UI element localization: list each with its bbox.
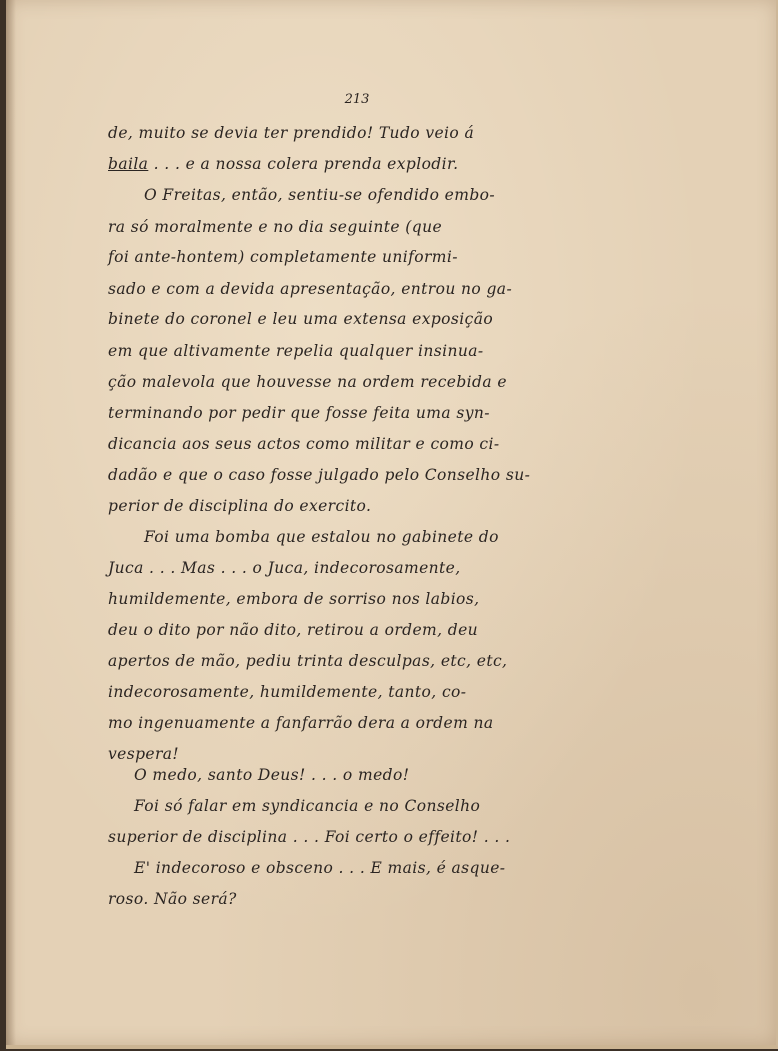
text-line-17: deu o dito por não dito, retirou a ordem, deu [108,621,479,639]
text-line-2: baila . . . e a nossa colera prenda explodir. [108,155,459,173]
text-line-4: ra só moralmente e no dia seguinte (que [108,218,443,236]
text-line-1: de, muito se devia ter prendido! Tudo veio á [108,124,475,142]
text-line-20: mo ingenuamente a fanfarrão dera a ordem na [108,714,494,732]
text-line-19: indecorosamente, humildemente, tanto, co- [108,683,467,701]
text-line-6: sado e com a devida apresentação, entrou no ga- [108,280,513,298]
text-line-3: O Freitas, então, sentiu-se ofendido embo- [144,186,496,204]
text-line-23: Foi só falar em syndicancia e no Conselho [134,797,481,815]
text-line-5: foi ante-hontem) completamente uniformi- [108,248,458,266]
text-line-14: Foi uma bomba que estalou no gabinete do [144,528,499,546]
manuscript-page [6,0,778,1049]
text-line-9: ção malevola que houvesse na ordem recebida e [108,373,507,391]
text-line-7: binete do coronel e leu uma extensa exposição [108,310,494,328]
text-line-16: humildemente, embora de sorriso nos labios, [108,590,480,608]
text-line-18: apertos de mão, pediu trinta desculpas, etc, etc, [108,652,508,670]
binding-shadow [6,0,16,1045]
text-line-12: dadão e que o caso fosse julgado pelo Conselho su- [108,466,531,484]
text-line-26: roso. Não será? [108,890,237,908]
text-line-10: terminando por pedir que fosse feita uma syn- [108,404,490,422]
text-line-24: superior de disciplina . . . Foi certo o effeito! . . . [108,828,511,846]
text-line-22: O medo, santo Deus! . . . o medo! [134,766,410,784]
text-line-15: Juca . . . Mas . . . o Juca, indecorosamente, [108,559,461,577]
text-line-21: vespera! [108,745,180,763]
text-line-8: em que altivamente repelia qualquer insinua- [108,342,484,360]
text-line-13: perior de disciplina do exercito. [108,497,372,515]
text-line-25: E' indecoroso e obsceno . . . E mais, é asque- [134,859,506,877]
text-line-11: dicancia aos seus actos como militar e como ci- [108,435,500,453]
page-number: 213 [344,92,370,107]
underlined-word: baila [108,155,149,173]
